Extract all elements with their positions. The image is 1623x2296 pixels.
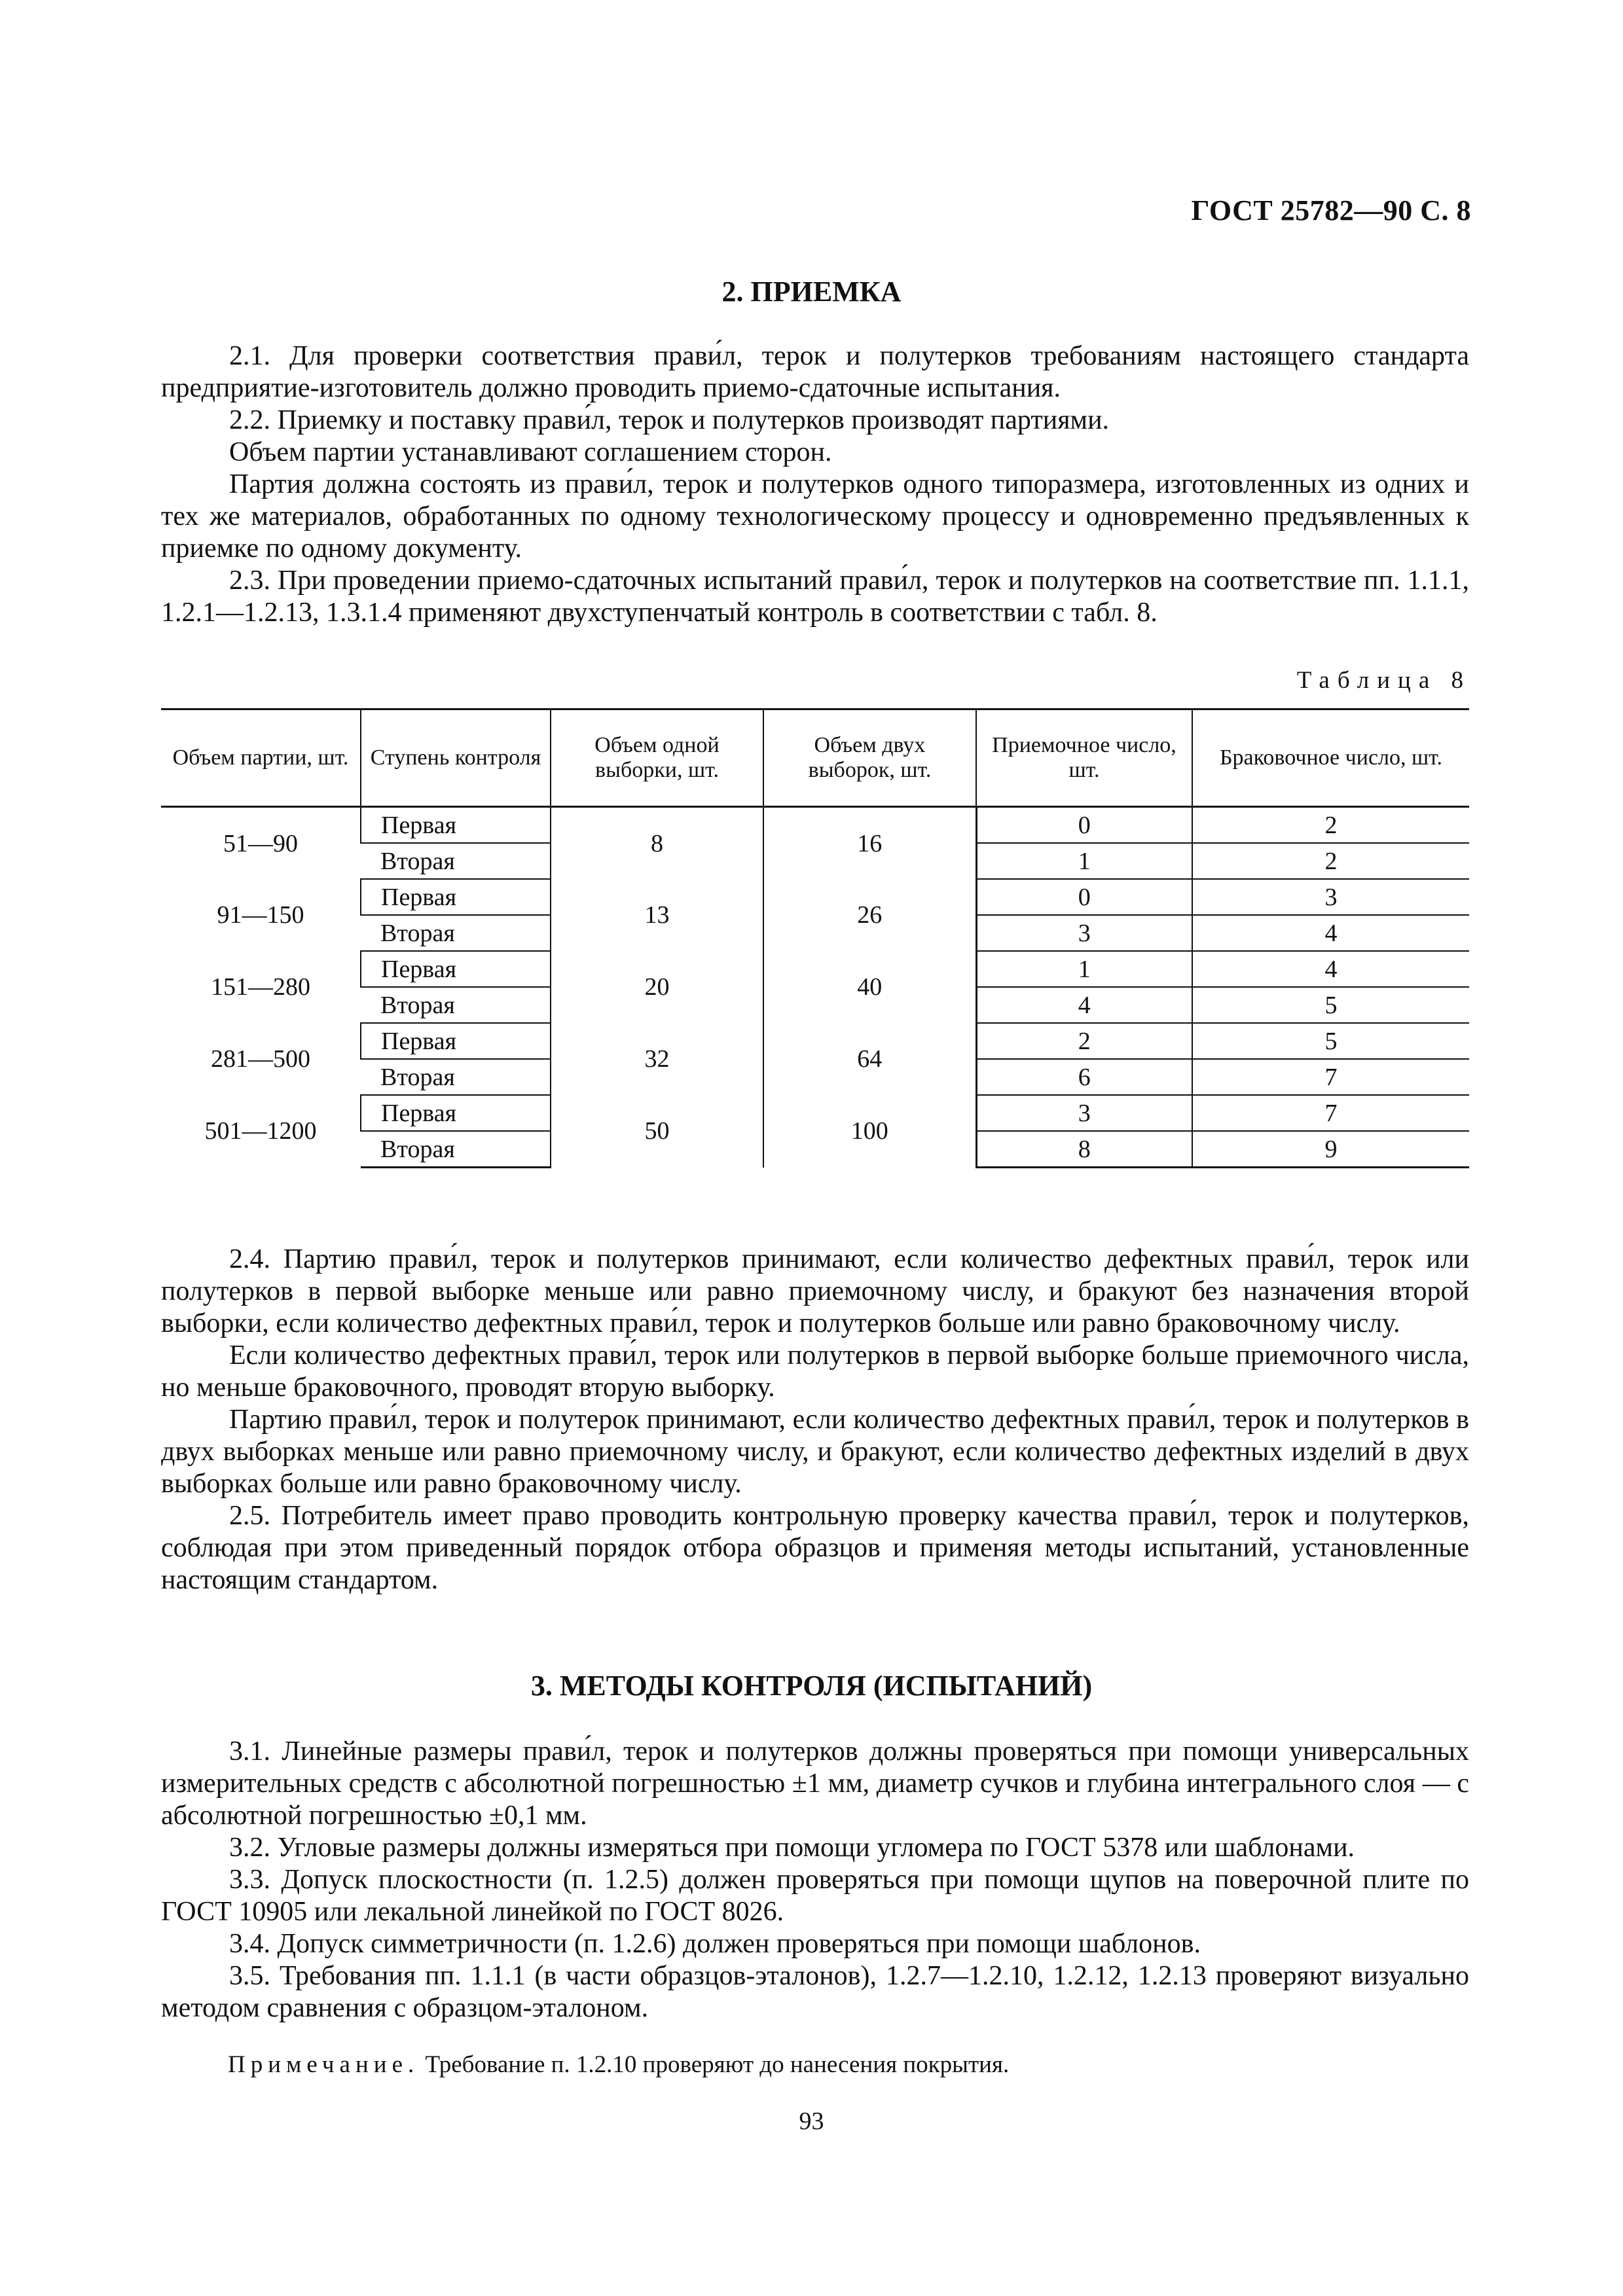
stage-cell: Вторая bbox=[361, 915, 551, 951]
two-samples-cell: 64 bbox=[763, 1023, 976, 1095]
paragraph-2-1: 2.1. Для проверки соответствия прави́л, терок и полутерков требованиям настоящего стандарта предприятие-изготовитель должно проводить приемо-сдаточные испытания. bbox=[161, 341, 1469, 403]
stage-cell: Вторая bbox=[361, 843, 551, 879]
rejection-cell: 9 bbox=[1192, 1131, 1469, 1168]
acceptance-cell: 3 bbox=[976, 1095, 1192, 1131]
rejection-cell: 4 bbox=[1192, 915, 1469, 951]
header-acceptance-number: Приемочное число, шт. bbox=[976, 709, 1192, 807]
paragraph-lot-volume: Объем партии устанавливают соглашением сторон. bbox=[229, 437, 832, 467]
one-sample-cell: 13 bbox=[551, 879, 763, 951]
stage-cell: Вторая bbox=[361, 987, 551, 1023]
stage-cell: Первая bbox=[361, 807, 551, 844]
note-text: Требование п. 1.2.10 проверяют до нанесения покрытия. bbox=[419, 2051, 1010, 2078]
lot-volume-cell: 281—500 bbox=[211, 1045, 310, 1073]
stage-cell: Первая bbox=[361, 1023, 551, 1059]
acceptance-cell: 2 bbox=[976, 1023, 1192, 1059]
paragraph-second-sample: Если количество дефектных прави́л, терок или полутерков в первой выборке больше приемочного числа, но меньше браковочного, проводят вторую выборку. bbox=[161, 1340, 1469, 1403]
section-3-body bbox=[161, 1736, 1469, 2024]
paragraph-2-4: 2.4. Партию прави́л, терок и полутерков принимают, если количество дефектных прави́л, терок или полутерков в первой выборке меньше или равно приемочному числу, и бракуют без назначения второй выборки, если количество дефектных прави́л, терок и полутерков больше или равно браковочному числу. bbox=[161, 1244, 1469, 1338]
header-one-sample-volume: Объем одной выборки, шт. bbox=[551, 709, 763, 807]
acceptance-cell: 6 bbox=[976, 1059, 1192, 1095]
stage-cell: Вторая bbox=[361, 1131, 551, 1168]
stage-cell: Первая bbox=[361, 1095, 551, 1131]
lot-volume-cell: 91—150 bbox=[217, 901, 304, 929]
stage-cell: Первая bbox=[361, 951, 551, 987]
rejection-cell: 7 bbox=[1192, 1059, 1469, 1095]
acceptance-cell: 0 bbox=[976, 807, 1192, 844]
paragraph-2-2: 2.2. Приемку и поставку прави́л, терок и полутерков производят партиями. bbox=[229, 405, 1110, 435]
paragraph-two-samples: Партию прави́л, терок и полутерок принимают, если количество дефектных прави́л, терок и полутерков в двух выборках меньше или равно приемочному числу, и бракуют, если количество дефектных изделий в двух выборках больше или равно браковочному числу. bbox=[161, 1405, 1469, 1499]
page-number: 93 bbox=[799, 2108, 824, 2135]
rejection-cell: 7 bbox=[1192, 1095, 1469, 1131]
table-row bbox=[161, 951, 1469, 987]
table-header-row bbox=[161, 709, 1469, 807]
two-samples-cell: 40 bbox=[763, 951, 976, 1023]
document-header: ГОСТ 25782—90 С. 8 bbox=[1191, 194, 1471, 226]
rejection-cell: 2 bbox=[1192, 807, 1469, 844]
table-caption: Таблица 8 bbox=[1296, 667, 1471, 694]
header-control-stage: Ступень контроля bbox=[361, 709, 551, 807]
paragraph-2-3: 2.3. При проведении приемо-сдаточных испытаний прави́л, терок и полутерков на соответствие пп. 1.1.1, 1.2.1—1.2.13, 1.3.1.4 применяют двухступенчатый контроль в соответствии с табл. 8. bbox=[161, 565, 1469, 628]
two-samples-cell: 16 bbox=[763, 807, 976, 880]
section-3-title: 3. МЕТОДЫ КОНТРОЛЯ (ИСПЫТАНИЙ) bbox=[530, 1670, 1093, 1702]
stage-cell: Первая bbox=[361, 879, 551, 915]
acceptance-cell: 0 bbox=[976, 879, 1192, 915]
rejection-cell: 4 bbox=[1192, 951, 1469, 987]
lot-volume-cell: 501—1200 bbox=[204, 1117, 317, 1145]
stage-cell: Вторая bbox=[361, 1059, 551, 1095]
paragraph-3-5: 3.5. Требования пп. 1.1.1 (в части образцов-эталонов), 1.2.7—1.2.10, 1.2.12, 1.2.13 проверяют визуально методом сравнения с образцом-эталоном. bbox=[161, 1961, 1469, 2023]
one-sample-cell: 8 bbox=[551, 807, 763, 880]
paragraph-3-3: 3.3. Допуск плоскостности (п. 1.2.5) должен проверяться при помощи щупов на поверочной плите по ГОСТ 10905 или лекальной линейкой по ГОСТ 8026. bbox=[161, 1865, 1469, 1927]
header-two-samples-volume: Объем двух выборок, шт. bbox=[763, 709, 976, 807]
note bbox=[228, 2051, 1009, 2079]
table-8 bbox=[161, 708, 1469, 1168]
table-row bbox=[161, 807, 1469, 844]
header-lot-volume: Объем партии, шт. bbox=[161, 709, 361, 807]
one-sample-cell: 20 bbox=[551, 951, 763, 1023]
one-sample-cell: 32 bbox=[551, 1023, 763, 1095]
table-row bbox=[161, 1095, 1469, 1131]
paragraph-2-5: 2.5. Потребитель имеет право проводить контрольную проверку качества прави́л, терок и полутерков, соблюдая при этом приведенный порядок отбора образцов и применяя методы испытаний, установленные настоящим стандартом. bbox=[161, 1501, 1469, 1595]
section-2-intro bbox=[161, 340, 1469, 629]
lot-volume-cell: 151—280 bbox=[211, 973, 310, 1001]
acceptance-cell: 3 bbox=[976, 915, 1192, 951]
acceptance-cell: 8 bbox=[976, 1131, 1192, 1168]
lot-volume-cell: 51—90 bbox=[223, 829, 298, 857]
rejection-cell: 5 bbox=[1192, 1023, 1469, 1059]
header-rejection-number: Браковочное число, шт. bbox=[1192, 709, 1469, 807]
table-row bbox=[161, 1023, 1469, 1059]
acceptance-cell: 1 bbox=[976, 951, 1192, 987]
two-samples-cell: 100 bbox=[763, 1095, 976, 1168]
table-row bbox=[161, 879, 1469, 915]
paragraph-3-1: 3.1. Линейные размеры прави́л, терок и полутерков должны проверяться при помощи универсальных измерительных средств с абсолютной погрешностью ±1 мм, диаметр сучков и глубина интегрального слоя — с абсолютной погрешностью ±0,1 мм. bbox=[161, 1736, 1469, 1831]
section-2-title: 2. ПРИЕМКА bbox=[721, 276, 902, 308]
rejection-cell: 5 bbox=[1192, 987, 1469, 1023]
two-samples-cell: 26 bbox=[763, 879, 976, 951]
one-sample-cell: 50 bbox=[551, 1095, 763, 1168]
section-2-rules bbox=[161, 1244, 1469, 1596]
rejection-cell: 2 bbox=[1192, 843, 1469, 879]
note-label: Примечание. bbox=[228, 2051, 420, 2078]
rejection-cell: 3 bbox=[1192, 879, 1469, 915]
acceptance-cell: 4 bbox=[976, 987, 1192, 1023]
acceptance-cell: 1 bbox=[976, 843, 1192, 879]
paragraph-3-4: 3.4. Допуск симметричности (п. 1.2.6) должен проверяться при помощи шаблонов. bbox=[229, 1929, 1201, 1959]
paragraph-3-2: 3.2. Угловые размеры должны измеряться при помощи угломера по ГОСТ 5378 или шаблонами. bbox=[229, 1833, 1355, 1863]
paragraph-lot-composition: Партия должна состоять из прави́л, терок и полутерков одного типоразмера, изготовленных из одних и тех же материалов, обработанных по одному технологическому процессу и одновременно предъявленных к приемке по одному документу. bbox=[161, 469, 1469, 564]
